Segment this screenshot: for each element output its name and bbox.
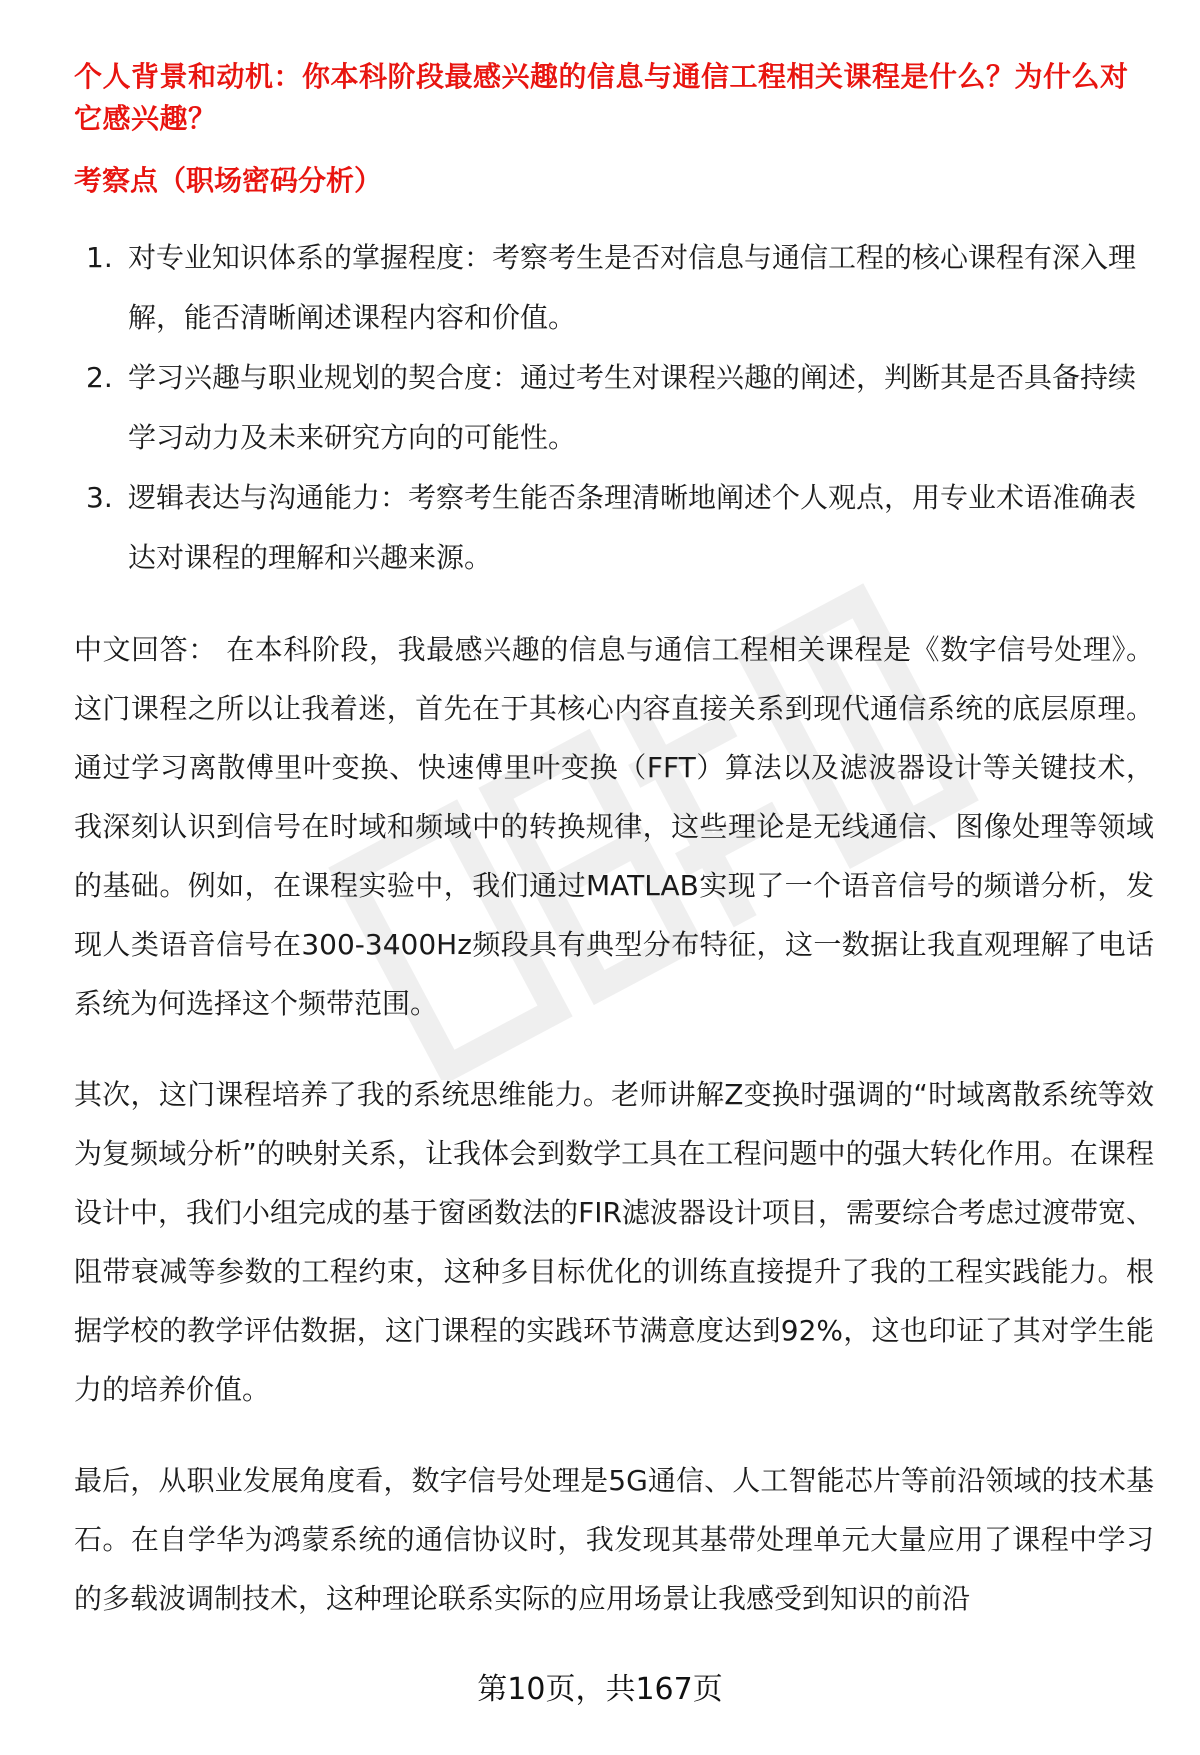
list-item-number: 2. [86, 361, 113, 394]
section-title: 考察点（职场密码分析） [74, 164, 383, 197]
list-item [74, 348, 1154, 468]
answer-paragraph: 中文回答： 在本科阶段，我最感兴趣的信息与通信工程相关课程是《数字信号处理》。这门课程之所以让我着迷，首先在于其核心内容直接关系到现代通信系统的底层原理。通过学习离散傅里叶变换、快速傅里叶变换（FFT）算法以及滤波器设计等关键技术，我深刻认识到信号在时域和频域中的转换规律，这些理论是无线通信、图像处理等领域的基础。例如，在课程实验中，我们通过MATLAB实现了一个语音信号的频谱分析，发现人类语音信号在300-3400Hz频段具有典型分布特征，这一数据让我直观理解了电话系统为何选择这个频带范围。 [74, 633, 1154, 1020]
main-content [74, 56, 1154, 1660]
list-item [74, 468, 1154, 588]
page-number-footer: 第10页，共167页 [477, 1672, 723, 1707]
list-item-number: 1. [86, 241, 113, 274]
list-item-text: 逻辑表达与沟通能力：考察考生能否条理清晰地阐述个人观点，用专业术语准确表达对课程的理解和兴趣来源。 [128, 481, 1137, 574]
answer-paragraph: 最后，从职业发展角度看，数字信号处理是5G通信、人工智能芯片等前沿领域的技术基石。在自学华为鸿蒙系统的通信协议时，我发现其基带处理单元大量应用了课程中学习的多载波调制技术，这种理论联系实际的应用场景让我感受到知识的前沿 [74, 1464, 1154, 1615]
question-heading: 个人背景和动机：你本科阶段最感兴趣的信息与通信工程相关课程是什么？为什么对它感兴趣？ [74, 60, 1129, 135]
answer-paragraph: 其次，这门课程培养了我的系统思维能力。老师讲解Z变换时强调的“时域离散系统等效为复频域分析”的映射关系，让我体会到数学工具在工程问题中的强大转化作用。在课程设计中，我们小组完成的基于窗函数法的FIR滤波器设计项目，需要综合考虑过渡带宽、阻带衰减等参数的工程约束，这种多目标优化的训练直接提升了我的工程实践能力。根据学校的教学评估数据，这门课程的实践环节满意度达到92%，这也印证了其对学生能力的培养价值。 [74, 1078, 1154, 1406]
list-item-text: 学习兴趣与职业规划的契合度：通过考生对课程兴趣的阐述，判断其是否具备持续学习动力及未来研究方向的可能性。 [128, 361, 1137, 454]
list-item-text: 对专业知识体系的掌握程度：考察考生是否对信息与通信工程的核心课程有深入理解，能否清晰阐述课程内容和价值。 [128, 241, 1137, 334]
evaluation-points-list [74, 228, 1154, 588]
list-item [74, 228, 1154, 348]
list-item-number: 3. [86, 481, 113, 514]
